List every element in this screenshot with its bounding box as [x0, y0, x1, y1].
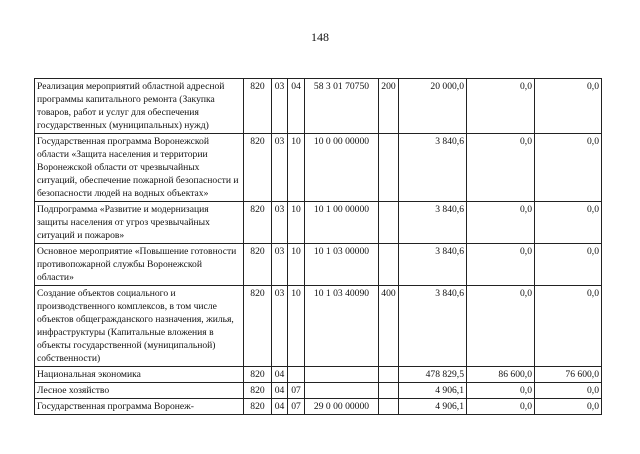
amount-year-1: 3 840,6 — [399, 134, 467, 202]
expense-type-code — [379, 244, 399, 286]
section-code: 03 — [272, 79, 288, 134]
target-article-code: 58 3 01 70750 — [305, 79, 379, 134]
ministry-code: 820 — [244, 79, 272, 134]
ministry-code: 820 — [244, 244, 272, 286]
subsection-code: 10 — [288, 202, 305, 244]
section-code: 04 — [272, 383, 288, 399]
subsection-code: 10 — [288, 244, 305, 286]
amount-year-3: 0,0 — [535, 244, 602, 286]
amount-year-1: 3 840,6 — [399, 286, 467, 367]
target-article-code: 29 0 00 00000 — [305, 399, 379, 415]
expense-type-code — [379, 202, 399, 244]
ministry-code: 820 — [244, 286, 272, 367]
table-row — [35, 244, 602, 286]
amount-year-2: 0,0 — [467, 134, 535, 202]
section-code: 03 — [272, 202, 288, 244]
amount-year-1: 3 840,6 — [399, 244, 467, 286]
table-row — [35, 134, 602, 202]
expense-type-code: 400 — [379, 286, 399, 367]
section-code: 03 — [272, 286, 288, 367]
target-article-code: 10 1 03 00000 — [305, 244, 379, 286]
amount-year-1: 4 906,1 — [399, 399, 467, 415]
amount-year-1: 20 000,0 — [399, 79, 467, 134]
amount-year-1: 3 840,6 — [399, 202, 467, 244]
row-name: Национальная экономика — [35, 367, 244, 383]
subsection-code: 10 — [288, 286, 305, 367]
expense-type-code — [379, 367, 399, 383]
table-row — [35, 202, 602, 244]
target-article-code — [305, 367, 379, 383]
ministry-code: 820 — [244, 383, 272, 399]
amount-year-3: 76 600,0 — [535, 367, 602, 383]
table-row — [35, 286, 602, 367]
target-article-code: 10 0 00 00000 — [305, 134, 379, 202]
ministry-code: 820 — [244, 399, 272, 415]
ministry-code: 820 — [244, 367, 272, 383]
row-name: Подпрограмма «Развитие и модернизация защиты населения от угроз чрезвычайных ситуаций и пожаров» — [35, 202, 244, 244]
amount-year-3: 0,0 — [535, 79, 602, 134]
amount-year-2: 0,0 — [467, 202, 535, 244]
row-name: Реализация мероприятий областной адресной программы капитального ремонта (Закупка товаров, работ и услуг для обеспечения государственных (муниципальных) нужд) — [35, 79, 244, 134]
amount-year-1: 4 906,1 — [399, 383, 467, 399]
ministry-code: 820 — [244, 202, 272, 244]
amount-year-3: 0,0 — [535, 134, 602, 202]
row-name: Государственная программа Воронежской области «Защита населения и территории Воронежской области от чрезвычайных ситуаций, обеспечение пожарной безопасности и безопасности людей на водных объектах» — [35, 134, 244, 202]
row-name: Создание объектов социального и производственного комплексов, в том числе объектов общегражданского назначения, жилья, инфраструктуры (Капитальные вложения в объекты государственной (муниципальной) собственности) — [35, 286, 244, 367]
amount-year-2: 0,0 — [467, 79, 535, 134]
row-name: Государственная программа Воронеж- — [35, 399, 244, 415]
amount-year-2: 0,0 — [467, 383, 535, 399]
amount-year-2: 0,0 — [467, 244, 535, 286]
ministry-code: 820 — [244, 134, 272, 202]
amount-year-3: 0,0 — [535, 399, 602, 415]
amount-year-2: 86 600,0 — [467, 367, 535, 383]
table-row — [35, 367, 602, 383]
target-article-code — [305, 383, 379, 399]
amount-year-3: 0,0 — [535, 202, 602, 244]
row-name: Лесное хозяйство — [35, 383, 244, 399]
section-code: 03 — [272, 134, 288, 202]
expense-type-code: 200 — [379, 79, 399, 134]
section-code: 04 — [272, 399, 288, 415]
expense-type-code — [379, 134, 399, 202]
expense-type-code — [379, 383, 399, 399]
subsection-code: 10 — [288, 134, 305, 202]
table-row — [35, 399, 602, 415]
amount-year-1: 478 829,5 — [399, 367, 467, 383]
amount-year-3: 0,0 — [535, 383, 602, 399]
subsection-code: 07 — [288, 383, 305, 399]
section-code: 04 — [272, 367, 288, 383]
section-code: 03 — [272, 244, 288, 286]
subsection-code — [288, 367, 305, 383]
page-number: 148 — [311, 30, 329, 44]
subsection-code: 07 — [288, 399, 305, 415]
table-row — [35, 79, 602, 134]
subsection-code: 04 — [288, 79, 305, 134]
target-article-code: 10 1 03 40090 — [305, 286, 379, 367]
amount-year-3: 0,0 — [535, 286, 602, 367]
target-article-code: 10 1 00 00000 — [305, 202, 379, 244]
expense-type-code — [379, 399, 399, 415]
row-name: Основное мероприятие «Повышение готовности противопожарной службы Воронежской области» — [35, 244, 244, 286]
table-row — [35, 383, 602, 399]
budget-table — [34, 78, 602, 415]
amount-year-2: 0,0 — [467, 286, 535, 367]
amount-year-2: 0,0 — [467, 399, 535, 415]
